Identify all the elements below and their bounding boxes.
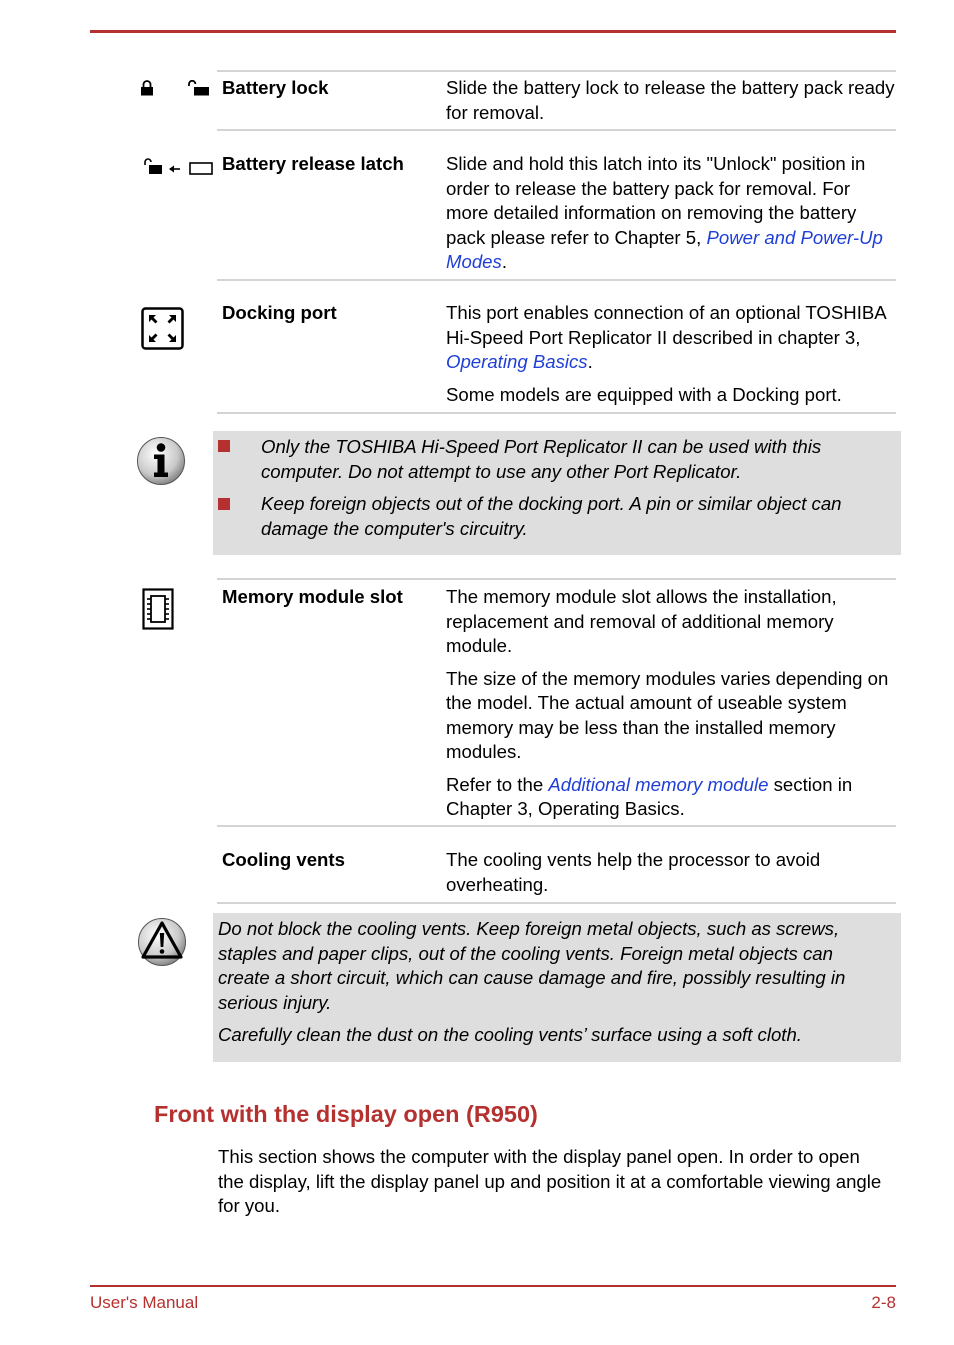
- table-divider: [217, 70, 896, 72]
- battery-release-latch-term: Battery release latch: [222, 153, 404, 174]
- footer-rule: [90, 1285, 896, 1287]
- memory-module-para3: [446, 773, 896, 822]
- lock-open-icon: [188, 80, 210, 96]
- operating-basics-link[interactable]: Operating Basics: [446, 351, 588, 372]
- cooling-vents-term: Cooling vents: [222, 849, 345, 870]
- memory-module-para2: The size of the memory modules varies depending on the model. The actual amount of useable system memory may be less than the installed memory modules.: [446, 667, 889, 762]
- warning-icon: [137, 917, 187, 967]
- docking-port-text: This port enables connection of an optional TOSHIBA Hi-Speed Port Replicator II described in chapter 3,: [446, 302, 886, 348]
- docking-port-desc: [446, 301, 896, 415]
- docking-port-term: Docking port: [222, 302, 337, 323]
- warning-note-para2: Carefully clean the dust on the cooling vents’ surface using a soft cloth.: [218, 1024, 802, 1045]
- info-note-item: Keep foreign objects out of the docking port. A pin or similar object can damage the computer's circuitry.: [261, 493, 842, 539]
- table-divider: [217, 902, 896, 904]
- docking-port-text-end: .: [587, 351, 593, 372]
- info-icon: [136, 436, 186, 486]
- header-rule: [90, 30, 896, 33]
- table-divider: [217, 578, 896, 580]
- section-heading: Front with the display open (R950): [154, 1101, 538, 1127]
- section-body: This section shows the computer with the display panel open. In order to open the display, lift the display panel up and position it at a comfortable viewing angle for you.: [218, 1146, 882, 1216]
- memory-module-para1: The memory module slot allows the installation, replacement and removal of additional memory module.: [446, 586, 837, 656]
- cooling-vents-desc: The cooling vents help the processor to avoid overheating.: [446, 849, 821, 895]
- battery-release-latch-text: Slide and hold this latch into its "Unlock" position in order to release the battery pack for removal. For more detailed information on removing the battery pack please refer to Chapter 5,: [446, 153, 866, 248]
- warning-note-para1: Do not block the cooling vents. Keep foreign metal objects, such as screws, staples and paper clips, out of the cooling vents. Foreign metal objects can create a short circuit, which can cause damage and fire, possibly resulting in serious injury.: [218, 918, 846, 1013]
- footer-page-number: 2-8: [871, 1293, 896, 1312]
- table-divider: [217, 412, 896, 414]
- warning-note: [213, 913, 901, 1062]
- info-note-item: Only the TOSHIBA Hi-Speed Port Replicator II can be used with this computer. Do not attempt to use any other Port Replicator.: [261, 436, 822, 482]
- memory-module-slot-desc: [446, 585, 896, 830]
- memory-module-text-end: section in Chapter 3, Operating Basics.: [446, 773, 853, 819]
- additional-memory-link[interactable]: Additional memory module: [548, 773, 769, 795]
- memory-module-text: Refer to the: [446, 773, 549, 795]
- battery-release-latch-desc: [446, 152, 896, 275]
- docking-port-icon: [141, 307, 184, 350]
- table-divider: [217, 825, 896, 827]
- battery-release-latch-icon: [142, 156, 214, 176]
- table-divider: [217, 279, 896, 281]
- footer-manual-title: User's Manual: [90, 1293, 199, 1312]
- table-divider: [217, 129, 896, 131]
- info-note: [213, 431, 901, 555]
- power-modes-link[interactable]: Power and Power-Up Modes: [446, 226, 883, 272]
- docking-port-para1: [446, 301, 896, 375]
- bullet-marker: [218, 498, 230, 510]
- memory-module-icon: [142, 588, 174, 630]
- docking-port-para2: Some models are equipped with a Docking port.: [446, 383, 842, 405]
- memory-module-slot-term: Memory module slot: [222, 586, 403, 607]
- lock-closed-icon: [140, 80, 154, 96]
- bullet-marker: [218, 440, 230, 452]
- battery-lock-term: Battery lock: [222, 77, 329, 98]
- battery-lock-desc: Slide the battery lock to release the battery pack ready for removal.: [446, 77, 895, 123]
- battery-release-latch-text-end: .: [501, 251, 507, 272]
